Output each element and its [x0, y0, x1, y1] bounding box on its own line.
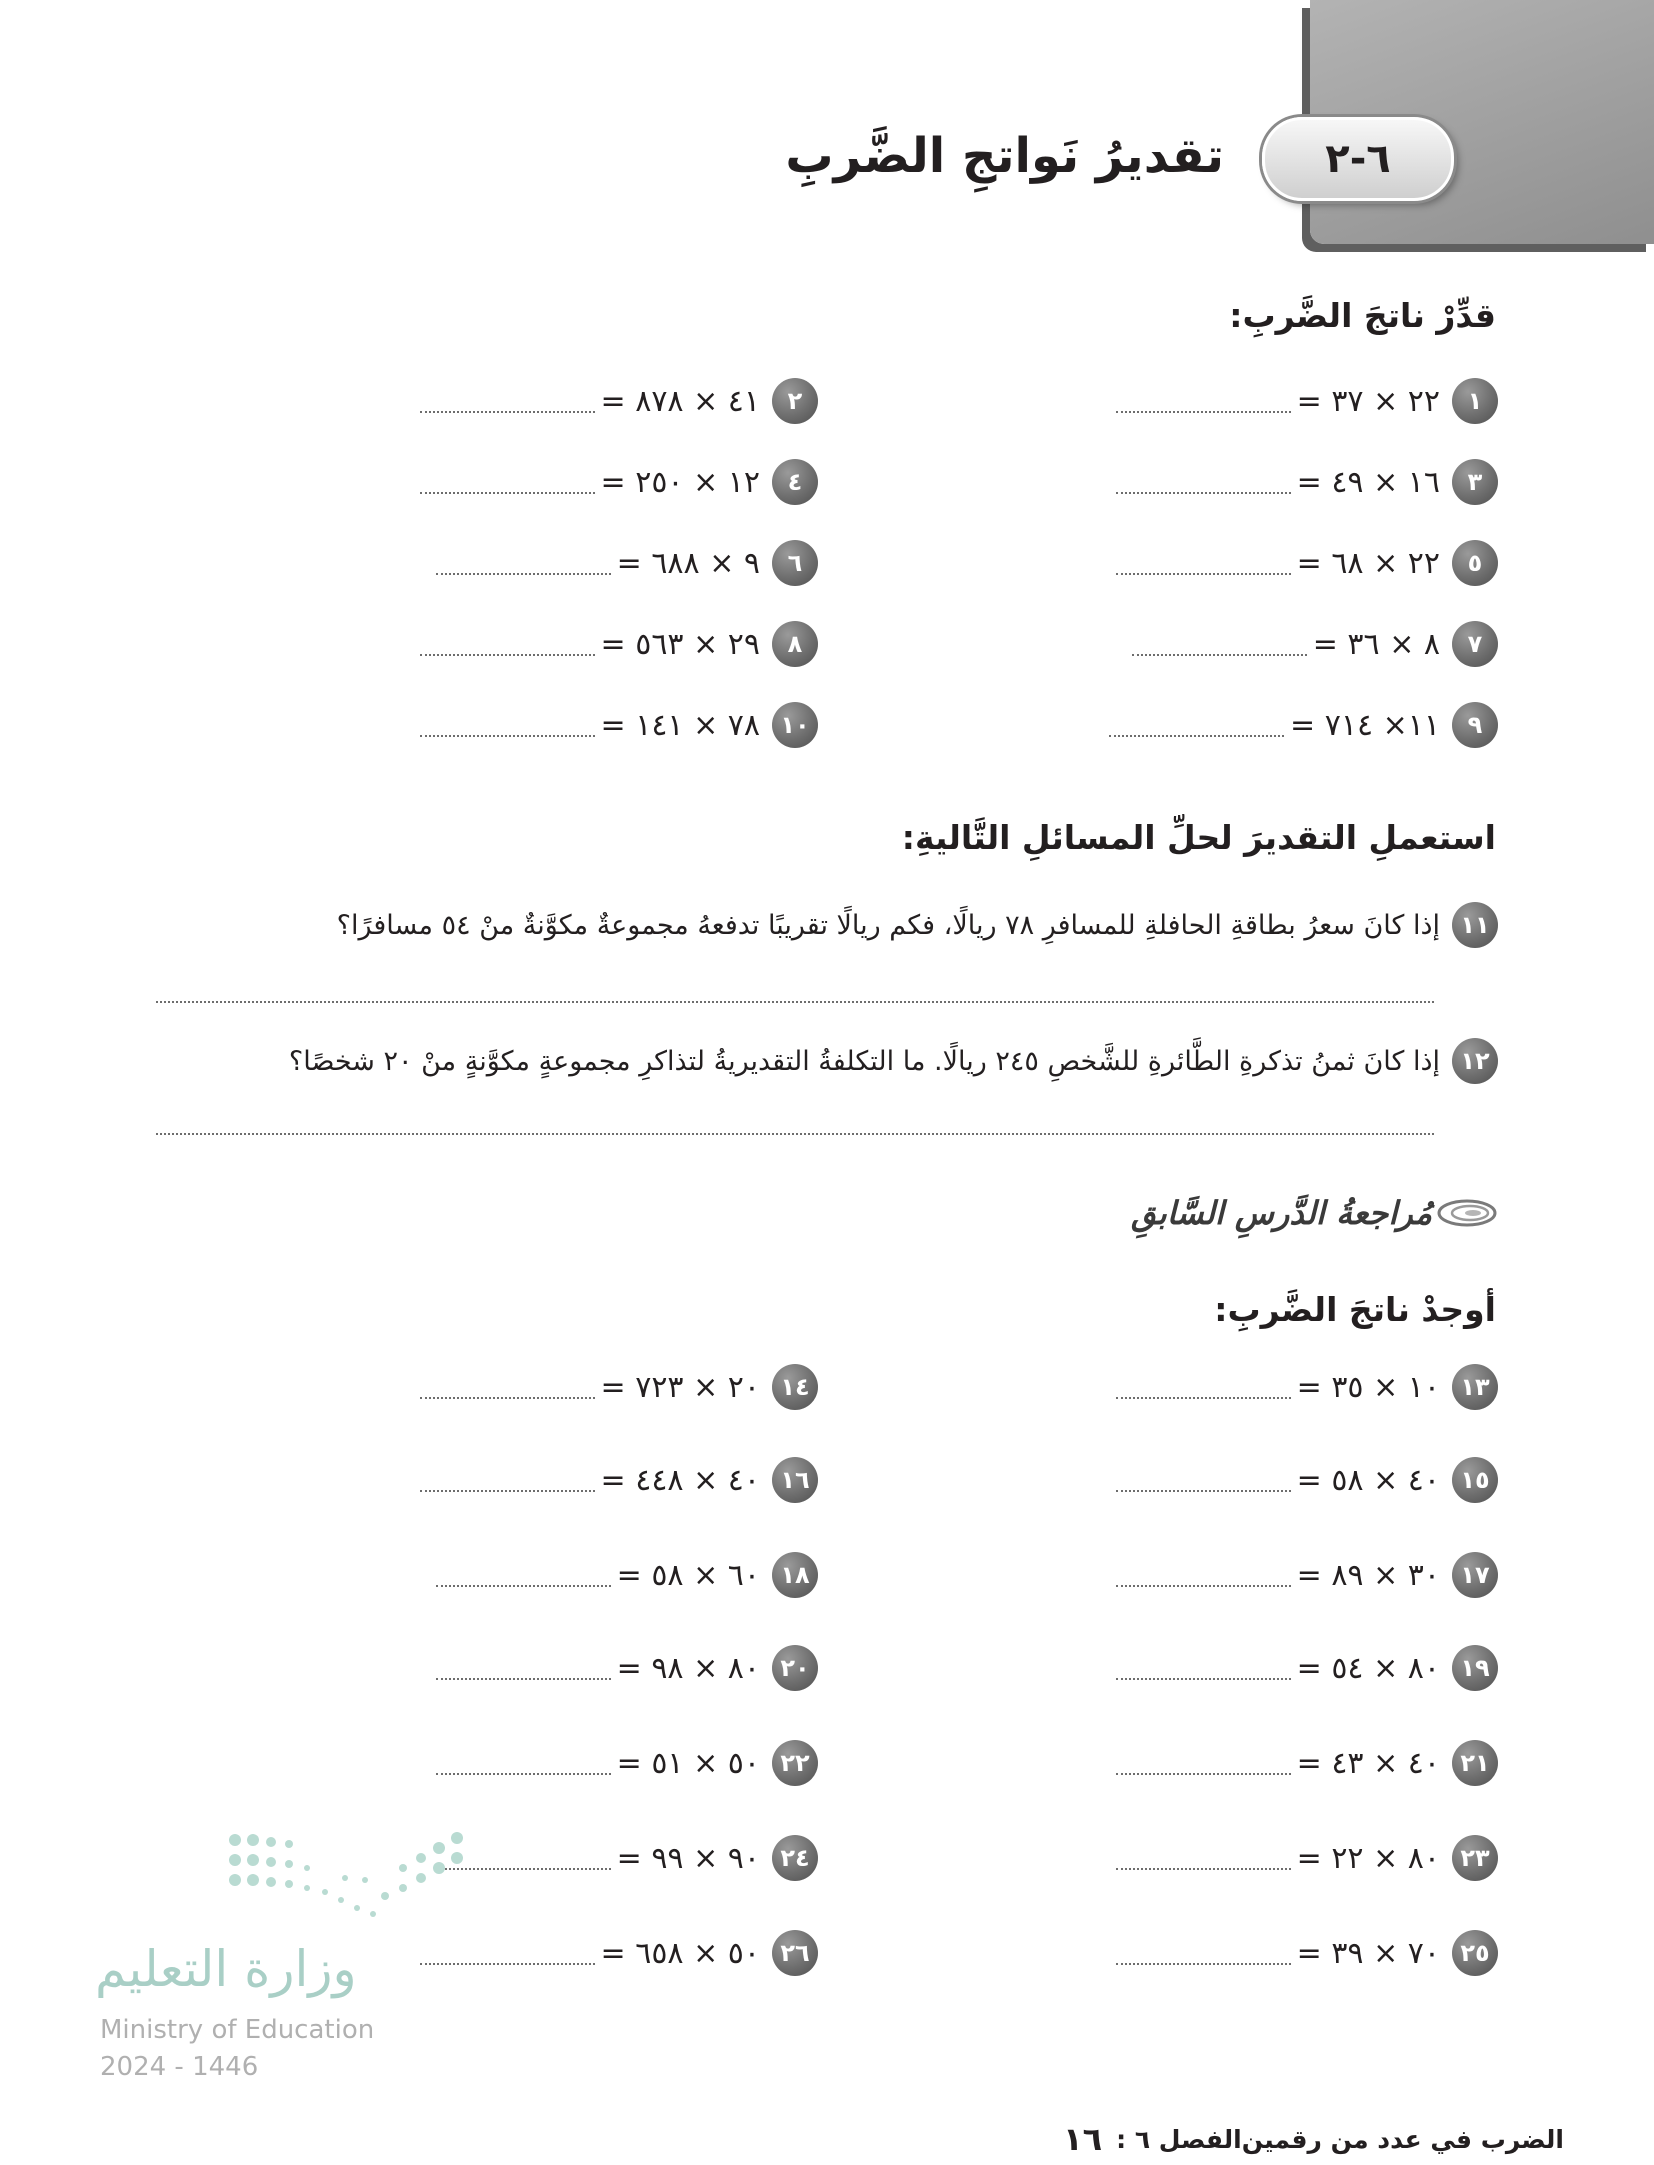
exercise-number-badge: ٢٥	[1452, 1930, 1498, 1976]
answer-field[interactable]	[1116, 1678, 1291, 1680]
answer-field[interactable]	[1132, 654, 1307, 656]
exercise-expression: = ٩٠ × ٩٩	[616, 1840, 760, 1876]
problem-text: إذا كانَ سعرُ بطاقةِ الحافلةِ للمسافرِ ٧٨ ريالًا، فكم ريالًا تقريبًا تدفعهُ مجموعةٌ مكوَّنةٌ منْ ٥٤ مسافرًا؟	[336, 909, 1440, 941]
exercise-number-badge: ٢٣	[1452, 1835, 1498, 1881]
chapter-title: الضرب في عدد من رقمين	[1241, 2124, 1564, 2154]
exercise-number-badge: ١٠	[772, 702, 818, 748]
exercise-expression: = ٧٨ × ١٤١	[600, 707, 760, 743]
exercise-expression: = ٦٠ × ٥٨	[616, 1557, 760, 1593]
exercise-13	[888, 1362, 1498, 1412]
exercise-number-badge: ١٦	[772, 1457, 818, 1503]
answer-field[interactable]	[1116, 492, 1291, 494]
exercise-3	[888, 457, 1498, 507]
exercise-9	[888, 700, 1498, 750]
ministry-logo	[95, 1830, 475, 2090]
swirl-icon	[1436, 1196, 1498, 1230]
page-number: ١٦	[1063, 2120, 1103, 2158]
answer-field[interactable]	[436, 1678, 611, 1680]
exercise-expression: = ٧٠ × ٣٩	[1296, 1935, 1440, 1971]
answer-field[interactable]	[420, 492, 595, 494]
exercise-2	[208, 376, 818, 426]
word-problem-11	[337, 900, 1498, 950]
answer-field[interactable]	[420, 735, 595, 737]
exercise-expression: = ٤٠ × ٤٤٨	[600, 1462, 760, 1498]
answer-field[interactable]	[436, 573, 611, 575]
exercise-8	[208, 619, 818, 669]
exercise-number-badge: ٢١	[1452, 1740, 1498, 1786]
exercise-number-badge: ٦	[772, 540, 818, 586]
section-heading-word-problems: استعملِ التقديرَ لحلِّ المسائلِ التَّاليةِ:	[901, 818, 1496, 857]
exercise-number-badge: ١٢	[1452, 1038, 1498, 1084]
answer-field-12[interactable]	[156, 1133, 1434, 1135]
exercise-expression: = ١١× ٧١٤	[1290, 707, 1440, 743]
exercise-expression: = ٥٠ × ٦٥٨	[600, 1935, 760, 1971]
exercise-expression: = ٢٠ × ٧٢٣	[600, 1369, 760, 1405]
answer-field[interactable]	[1116, 1868, 1291, 1870]
exercise-expression: = ١٢ × ٢٥٠	[600, 464, 760, 500]
section-heading-find-product: أوجدْ ناتجَ الضَّربِ:	[1214, 1290, 1496, 1329]
exercise-10	[208, 700, 818, 750]
exercise-16	[208, 1455, 818, 1505]
exercise-20	[208, 1643, 818, 1693]
edition-year: 2024 - 1446	[100, 2052, 259, 2082]
exercise-number-badge: ٢٠	[772, 1645, 818, 1691]
exercise-number-badge: ٩	[1452, 702, 1498, 748]
exercise-expression: = ٤٠ × ٤٣	[1296, 1745, 1440, 1781]
page-title: تقديرُ نَواتجِ الضَّربِ	[785, 128, 1224, 184]
exercise-number-badge: ١٨	[772, 1552, 818, 1598]
exercise-number-badge: ١٥	[1452, 1457, 1498, 1503]
problem-text: إذا كانَ ثمنُ تذكرةِ الطَّائرةِ للشَّخصِ ٢٤٥ ريالًا. ما التكلفةُ التقديريةُ لتذاكرِ مجموعةٍ مكوَّنةٍ منْ ٢٠ شخصًا؟	[288, 1045, 1440, 1077]
exercise-expression: = ٣٠ × ٨٩	[1296, 1557, 1440, 1593]
exercise-number-badge: ٥	[1452, 540, 1498, 586]
exercise-number-badge: ٢٦	[772, 1930, 818, 1976]
exercise-expression: = ٢٢ × ٣٧	[1296, 383, 1440, 419]
section-heading-estimate: قدِّرْ ناتجَ الضَّربِ:	[1229, 296, 1496, 335]
exercise-22	[208, 1738, 818, 1788]
answer-field[interactable]	[420, 411, 595, 413]
answer-field[interactable]	[420, 1490, 595, 1492]
answer-field[interactable]	[436, 1773, 611, 1775]
answer-field-11[interactable]	[156, 1001, 1434, 1003]
page-footer	[1007, 2120, 1564, 2158]
answer-field[interactable]	[1116, 1773, 1291, 1775]
exercise-number-badge: ٤	[772, 459, 818, 505]
ministry-dots-icon	[225, 1830, 475, 1930]
exercise-number-badge: ١٤	[772, 1364, 818, 1410]
exercise-number-badge: ١	[1452, 378, 1498, 424]
answer-field[interactable]	[420, 1397, 595, 1399]
exercise-25	[888, 1928, 1498, 1978]
exercise-number-badge: ٣	[1452, 459, 1498, 505]
exercise-number-badge: ١١	[1452, 902, 1498, 948]
exercise-expression: = ٩ × ٦٨٨	[616, 545, 760, 581]
chapter-label: الفصل ٦ :	[1116, 2124, 1242, 2154]
exercise-expression: = ٥٠ × ٥١	[616, 1745, 760, 1781]
exercise-6	[208, 538, 818, 588]
exercise-expression: = ١٦ × ٤٩	[1296, 464, 1440, 500]
exercise-23	[888, 1833, 1498, 1883]
ministry-name-arabic: وزارة التعليم	[95, 1940, 357, 1998]
exercise-expression: = ٢٢ × ٦٨	[1296, 545, 1440, 581]
exercise-21	[888, 1738, 1498, 1788]
answer-field[interactable]	[1116, 411, 1291, 413]
answer-field[interactable]	[1116, 573, 1291, 575]
exercise-1	[888, 376, 1498, 426]
exercise-number-badge: ١٣	[1452, 1364, 1498, 1410]
lesson-number-badge: ٦-٢	[1262, 117, 1454, 201]
exercise-expression: = ١٠ × ٣٥	[1296, 1369, 1440, 1405]
exercise-number-badge: ١٩	[1452, 1645, 1498, 1691]
exercise-number-badge: ٢٤	[772, 1835, 818, 1881]
answer-field[interactable]	[1116, 1490, 1291, 1492]
exercise-expression: = ٨٠ × ٩٨	[616, 1650, 760, 1686]
ministry-name-english: Ministry of Education	[100, 2015, 375, 2045]
exercise-expression: = ٨٠ × ٢٢	[1296, 1840, 1440, 1876]
exercise-expression: = ٢٩ × ٥٦٣	[600, 626, 760, 662]
review-heading	[1131, 1194, 1498, 1232]
answer-field[interactable]	[1116, 1397, 1291, 1399]
review-label: مُراجعةُ الدَّرسِ السَّابقِ	[1131, 1194, 1432, 1232]
answer-field[interactable]	[436, 1585, 611, 1587]
exercise-number-badge: ٢٢	[772, 1740, 818, 1786]
word-problem-12	[289, 1036, 1498, 1086]
exercise-number-badge: ٧	[1452, 621, 1498, 667]
exercise-7	[888, 619, 1498, 669]
exercise-expression: = ٨٠ × ٥٤	[1296, 1650, 1440, 1686]
answer-field[interactable]	[1109, 735, 1284, 737]
exercise-17	[888, 1550, 1498, 1600]
exercise-number-badge: ٨	[772, 621, 818, 667]
answer-field[interactable]	[1116, 1963, 1291, 1965]
exercise-expression: = ٤١ × ٨٧٨	[600, 383, 760, 419]
exercise-14	[208, 1362, 818, 1412]
exercise-expression: = ٤٠ × ٥٨	[1296, 1462, 1440, 1498]
exercise-15	[888, 1455, 1498, 1505]
exercise-19	[888, 1643, 1498, 1693]
exercise-number-badge: ٢	[772, 378, 818, 424]
answer-field[interactable]	[1116, 1585, 1291, 1587]
exercise-4	[208, 457, 818, 507]
exercise-5	[888, 538, 1498, 588]
answer-field[interactable]	[420, 654, 595, 656]
exercise-18	[208, 1550, 818, 1600]
exercise-number-badge: ١٧	[1452, 1552, 1498, 1598]
exercise-expression: = ٨ × ٣٦	[1312, 626, 1440, 662]
